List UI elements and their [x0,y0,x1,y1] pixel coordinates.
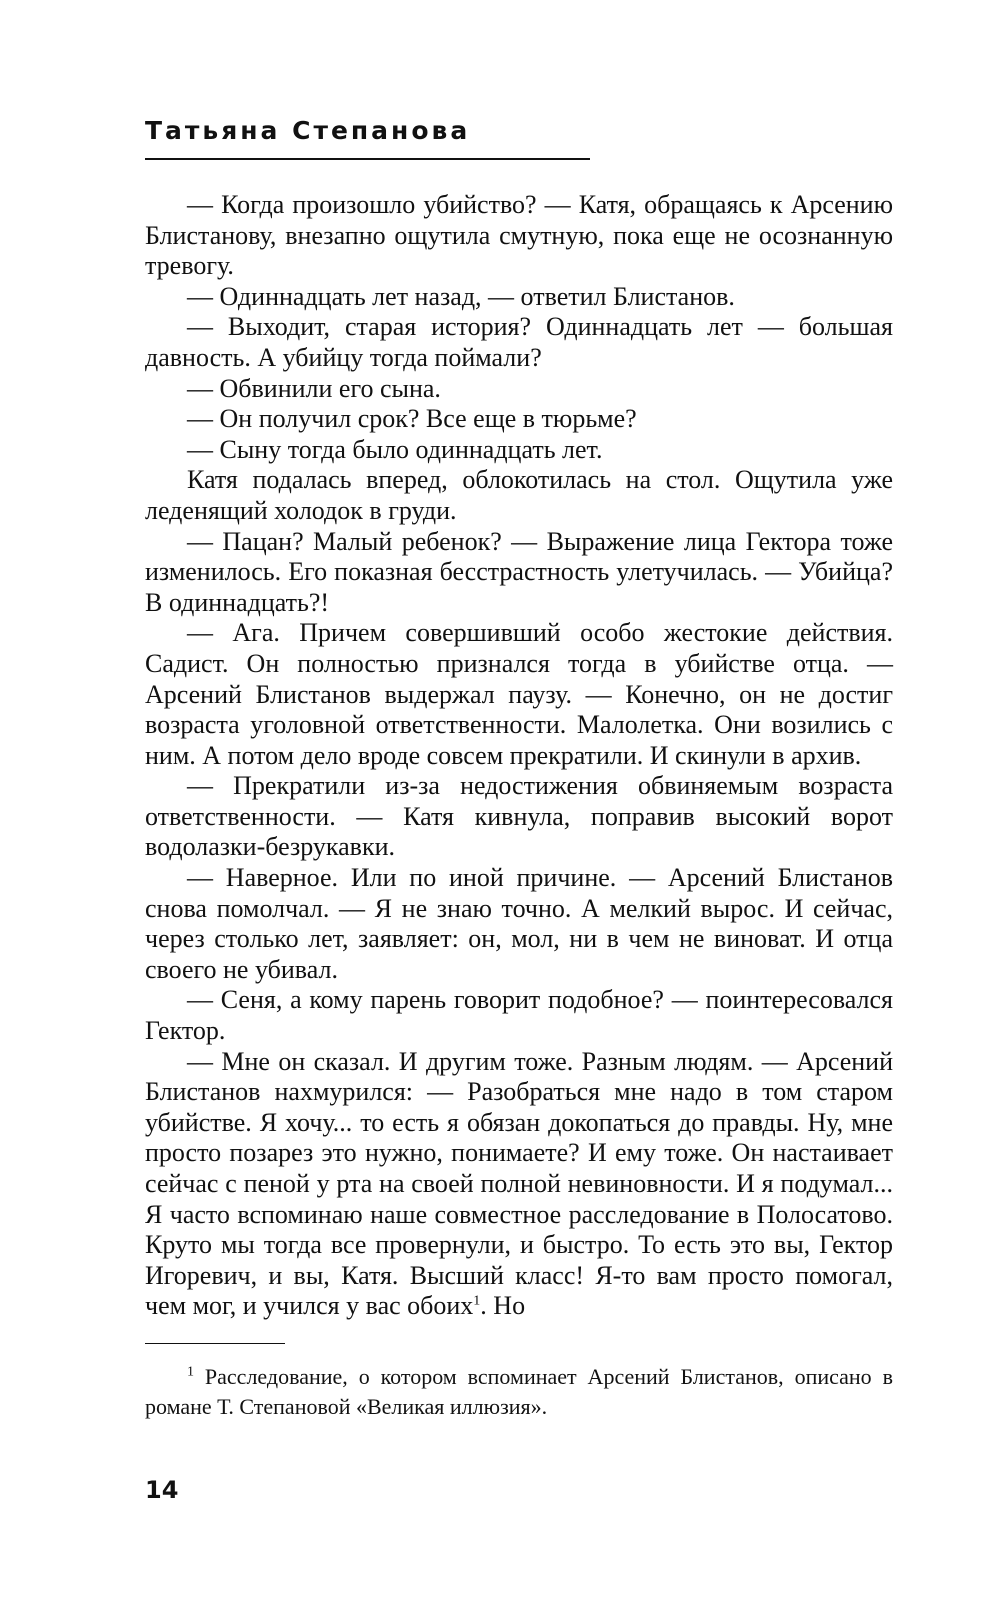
paragraph: — Выходит, старая история? Одиннадцать лет — большая давность. А убийцу тогда поймали? [145,312,893,372]
paragraph: — Обвинили его сына. [187,373,441,403]
paragraph: — Одиннадцать лет назад, — ответил Блистанов. [187,281,735,311]
page-number: 14 [145,1476,179,1504]
paragraph: — Сыну тогда было одиннадцать лет. [187,434,603,464]
paragraph: — Ага. Причем совершивший особо жестокие действия. Садист. Он полностью признался тогда в убийстве отца. — Арсений Блистанов выдержал паузу. — Конечно, он не достиг возраста уголовной ответственности. Малолетка. Они возились с ним. А потом дело вроде совсем прекратили. И скинули в архив. [145,618,893,770]
footnote-reference[interactable]: 1 [473,1293,481,1309]
paragraph-last-text: — Мне он сказал. И другим тоже. Разным людям. — Арсений Блистанов нахмурился: — Разобраться мне надо в том старом убийстве. Я хочу... то есть я обязан докопаться до правды. Ну, мне просто позарез это нужно, понимаете? И ему тоже. Он настаивает сейчас с пеной у рта на своей полной невиновности. И я подумал... Я часто вспоминаю наше совместное расследование в Полосатово. Круто мы тогда все провернули, и быстро. То есть это вы, Гектор Игоревич, и вы, Катя. Высший класс! Я-то вам просто помогал, чем мог, и учился у вас обоих [145,1046,893,1321]
paragraph: — Наверное. Или по иной причине. — Арсений Блистанов снова помолчал. — Я не знаю точно. А мелкий вырос. И сейчас, через столько лет, заявляет: он, мол, ни в чем не виноват. И отца своего не убивал. [145,863,893,984]
paragraph-last-tail: . Но [480,1291,526,1321]
header-rule [145,158,590,160]
paragraph-last [145,1047,893,1322]
paragraph: Катя подалась вперед, облокотилась на стол. Ощутила уже леденящий холодок в груди. [145,465,893,525]
footnote-rule [145,1343,285,1344]
footnote-text: Расследование, о котором вспоминает Арсений Блистанов, описано в романе Т. Степановой «Великая иллюзия». [145,1364,893,1419]
running-head-author: Татьяна Степанова [145,116,471,145]
paragraph: — Он получил срок? Все еще в тюрьме? [187,404,637,434]
paragraph: — Прекратили из-за недостижения обвиняемым возраста ответственности. — Катя кивнула, поправив высокий ворот водолазки-безрукавки. [145,771,893,862]
footnote [145,1362,893,1422]
paragraph: — Когда произошло убийство? — Катя, обращаясь к Арсению Блистанову, внезапно ощутила смутную, пока еще не осознанную тревогу. [145,190,893,281]
paragraph: — Сеня, а кому парень говорит подобное? — поинтересовался Гектор. [145,985,893,1046]
footnote-marker: 1 [187,1364,194,1380]
body-text [145,190,893,1322]
paragraph: — Пацан? Малый ребенок? — Выражение лица Гектора тоже изменилось. Его показная бесстрастность улетучилась. — Убийца? В одиннадцать?! [145,526,893,617]
